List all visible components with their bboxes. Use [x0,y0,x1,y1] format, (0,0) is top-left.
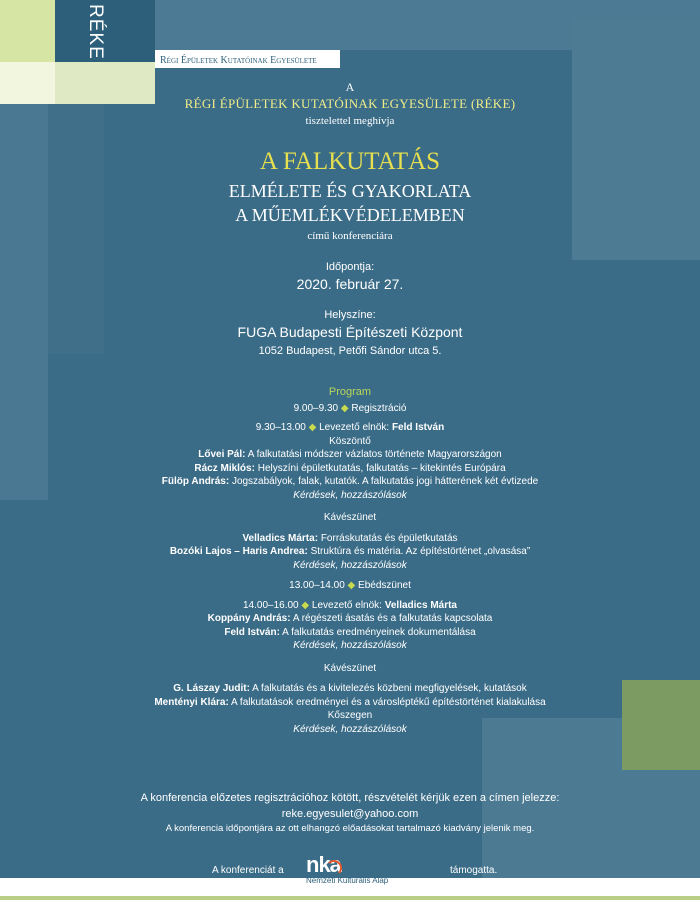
publication-note: A konferencia időpontjára az ott elhangzó előadásokat tartalmazó kiadvány jelenik meg. [165,823,535,834]
deco-block [0,0,55,62]
questions: Kérdések, hozzászólások [293,723,407,735]
invitation-intro: A [345,80,355,94]
diamond-icon: ◆ [301,599,310,611]
registration-row: 9.00–9.30 ◆ Regisztráció [293,402,407,414]
talk-row: Rácz Miklós: Helyszíni épületkutatás, falkutatás – kitekintés Európára [194,462,506,474]
talk-row: Lővei Pál: A falkutatási módszer vázlatos története Magyarországon [198,449,502,460]
conference-title-suffix: című konferenciára [307,230,393,242]
invitation-text: tisztelettel meghívja [305,115,395,127]
conference-title: A FALKUTATÁS [259,148,441,175]
welcome: Köszöntő [329,435,371,447]
nka-logo-mark: nka [306,852,341,877]
program-title: Program [328,386,372,398]
organization-name: RÉGI ÉPÜLETEK KUTATÓINAK EGYESÜLETE (RÉKE) [184,96,516,111]
talk-row: Koppány András: A régészeti ásatás és a falkutatás kapcsolata [207,613,493,624]
talk-row: Velladics Márta: Forráskutatás és épületkutatás [242,532,458,544]
venue-label: Helyszíne: [324,309,376,321]
support-prefix: A konferenciát a [212,865,284,876]
nka-logo [306,852,436,888]
nka-full-name: Nemzeti Kulturális Alap [306,876,389,885]
coffee-break: Kávészünet [323,512,377,523]
session1-header: 9.30–13.00 ◆ Levezető elnök: Feld István [255,422,445,433]
lunch-row: 13.00–14.00 ◆ Ebédszünet [289,580,411,591]
support-suffix: támogatta. [450,865,498,876]
coffee-break: Kávészünet [323,662,377,674]
program [0,386,700,736]
venue-address: 1052 Budapest, Petőfi Sándor utca 5. [258,345,442,357]
talk-continuation: Kőszegen [327,710,373,721]
deco-block [0,896,700,900]
talk-row: Mentényi Klára: A falkutatások eredményei és a városléptékű építéstörténet kialakulása [154,696,546,708]
contact-email[interactable]: reke.egyesulet@yahoo.com [281,808,419,820]
diamond-icon: ◆ [308,422,317,433]
questions: Kérdések, hozzászólások [293,559,407,571]
registration-note: A konferencia előzetes regisztrációhoz kötött, részvételét kérjük ezen a címen jelezze: [140,792,560,804]
date-label: Időpontja: [325,261,375,273]
conference-title-line2: ELMÉLETE ÉS GYAKORLATA [228,181,472,201]
questions: Kérdések, hozzászólások [293,640,407,651]
reke-logo-vertical-text: RÉKE [85,4,106,60]
session2-header: 14.00–16.00 ◆ Levezető elnök: Velladics Márta [243,599,457,611]
talk-row: Feld István: A falkutatás eredményeinek dokumentálása [224,626,476,638]
reke-name-band: Régi Épületek Kutatóinak Egyesülete [160,55,317,66]
nka-logo-arc [326,860,342,876]
venue-name: FUGA Budapesti Építészeti Központ [237,324,463,340]
talk-row: Bozóki Lajos – Haris Andrea: Struktúra és matéria. Az építéstörténet „olvasása” [169,546,531,557]
diamond-icon: ◆ [347,580,356,591]
reke-logo [78,2,118,64]
talk-row: Fülöp András: Jogszabályok, falak, kutatók. A falkutatás jogi hátterének két évtizede [161,476,539,487]
questions: Kérdések, hozzászólások [293,489,407,501]
talk-row: G. Lászay Judit: A falkutatás és a kivitelezés közbeni megfigyelések, kutatások [173,683,527,694]
diamond-icon: ◆ [340,402,349,414]
conference-title-line3: A MŰEMLÉKVÉDELEMBEN [235,205,465,225]
date-value: 2020. február 27. [296,276,404,292]
